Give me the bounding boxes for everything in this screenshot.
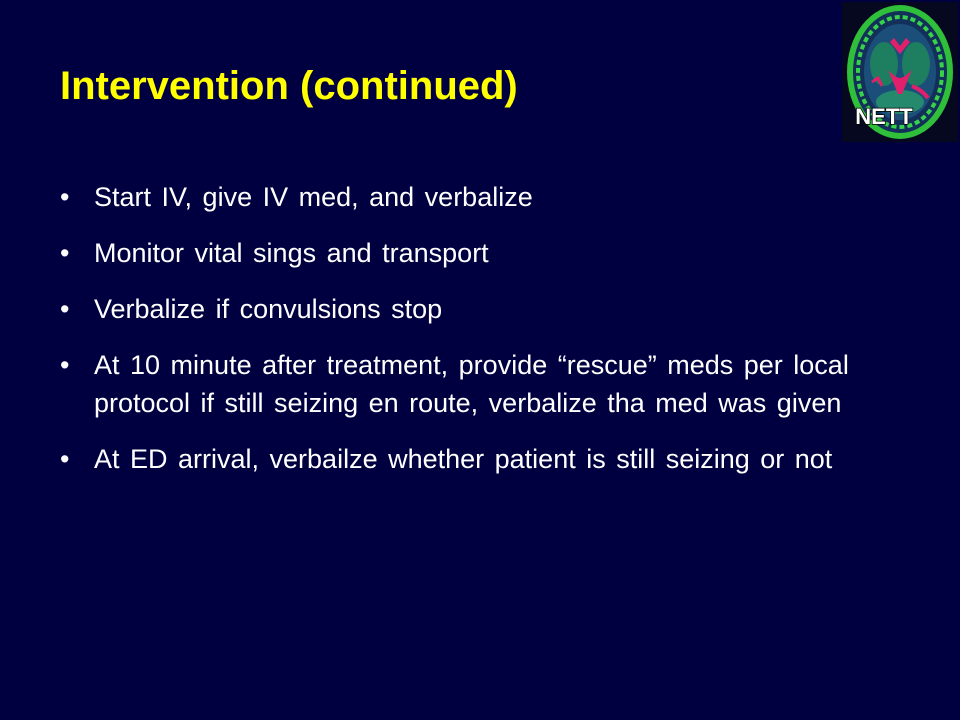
- bullet-item: [60, 346, 920, 422]
- slide-title: Intervention (continued): [60, 64, 518, 108]
- bullet-text: Verbalize if convulsions stop: [94, 294, 443, 324]
- bullet-list: [60, 178, 920, 496]
- nett-logo: [842, 2, 958, 142]
- bullet-item: [60, 234, 920, 272]
- bullet-dot-icon: •: [60, 238, 70, 268]
- bullet-dot-icon: •: [60, 182, 70, 212]
- bullet-dot-icon: •: [60, 444, 70, 474]
- bullet-text: At ED arrival, verbailze whether patient is still seizing or not: [94, 444, 833, 474]
- bullet-dot-icon: •: [60, 294, 70, 324]
- bullet-dot-icon: •: [60, 350, 70, 380]
- nett-logo-text: NETT: [855, 104, 913, 129]
- bullet-item: [60, 440, 920, 478]
- bullet-text: Start IV, give IV med, and verbalize: [94, 182, 533, 212]
- bullet-item: [60, 290, 920, 328]
- bullet-item: [60, 178, 920, 216]
- brain-scan-icon: [842, 2, 958, 142]
- bullet-text: Monitor vital sings and transport: [94, 238, 489, 268]
- bullet-text: At 10 minute after treatment, provide “rescue” meds per local protocol if still seizing en route, verbalize tha med was given: [94, 350, 849, 418]
